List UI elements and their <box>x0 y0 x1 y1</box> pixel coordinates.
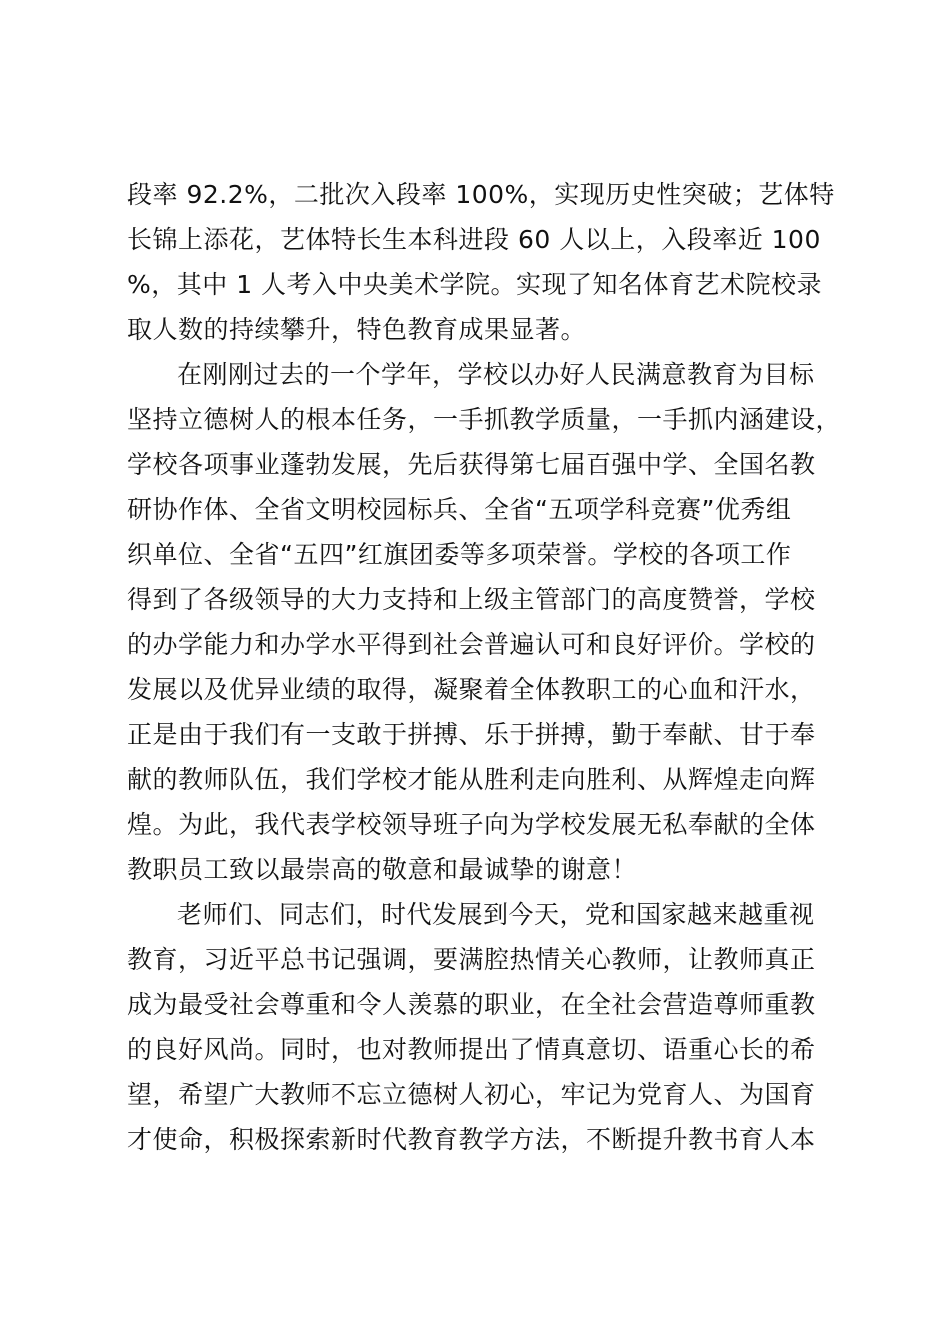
paragraph-2-line-11: 煌。为此，我代表学校领导班子向为学校发展无私奉献的全体 <box>127 810 816 839</box>
paragraph-2-line-2: 坚持立德树人的根本任务，一手抓教学质量，一手抓内涵建设， <box>127 405 842 434</box>
paragraph-2-line-6: 得到了各级领导的大力支持和上级主管部门的高度赞誉，学校 <box>127 585 816 614</box>
paragraph-2-line-1: 在刚刚过去的一个学年，学校以办好人民满意教育为目标 <box>177 360 815 389</box>
paragraph-1-line-3: %，其中 1 人考入中央美术学院。实现了知名体育艺术院校录 <box>127 270 823 299</box>
paragraph-2-line-3: 学校各项事业蓬勃发展，先后获得第七届百强中学、全国名教 <box>127 450 816 479</box>
paragraph-3-line-6: 才使命，积极探索新时代教育教学方法，不断提升教书育人本 <box>127 1125 816 1154</box>
paragraph-3-line-4: 的良好风尚。同时，也对教师提出了情真意切、语重心长的希 <box>127 1035 816 1064</box>
paragraph-2-line-10: 献的教师队伍，我们学校才能从胜利走向胜利、从辉煌走向辉 <box>127 765 816 794</box>
paragraph-1-line-4: 取人数的持续攀升，特色教育成果显著。 <box>127 315 587 344</box>
paragraph-3-line-2: 教育，习近平总书记强调，要满腔热情关心教师，让教师真正 <box>127 945 816 974</box>
paragraph-2-line-12: 教职员工致以最崇高的敬意和最诚挚的谢意！ <box>127 855 638 884</box>
paragraph-3-line-5: 望，希望广大教师不忘立德树人初心，牢记为党育人、为国育 <box>127 1080 816 1109</box>
paragraph-3-line-1: 老师们、同志们，时代发展到今天，党和国家越来越重视 <box>177 900 815 929</box>
paragraph-2-line-4: 研协作体、全省文明校园标兵、全省“五项学科竞赛”优秀组 <box>127 495 792 524</box>
document-body <box>127 172 847 1162</box>
paragraph-1-line-1: 段率 92.2%，二批次入段率 100%，实现历史性突破；艺体特 <box>127 180 835 209</box>
paragraph-2-line-8: 发展以及优异业绩的取得，凝聚着全体教职工的心血和汗水， <box>127 675 816 704</box>
paragraph-2-line-7: 的办学能力和办学水平得到社会普遍认可和良好评价。学校的 <box>127 630 816 659</box>
paragraph-2-line-5: 织单位、全省“五四”红旗团委等多项荣誉。学校的各项工作 <box>127 540 792 569</box>
paragraph-3-line-3: 成为最受社会尊重和令人羡慕的职业，在全社会营造尊师重教 <box>127 990 816 1019</box>
paragraph-1-line-2: 长锦上添花，艺体特长生本科进段 60 人以上，入段率近 100 <box>127 225 821 254</box>
paragraph-2-line-9: 正是由于我们有一支敢于拼搏、乐于拼搏，勤于奉献、甘于奉 <box>127 720 816 749</box>
